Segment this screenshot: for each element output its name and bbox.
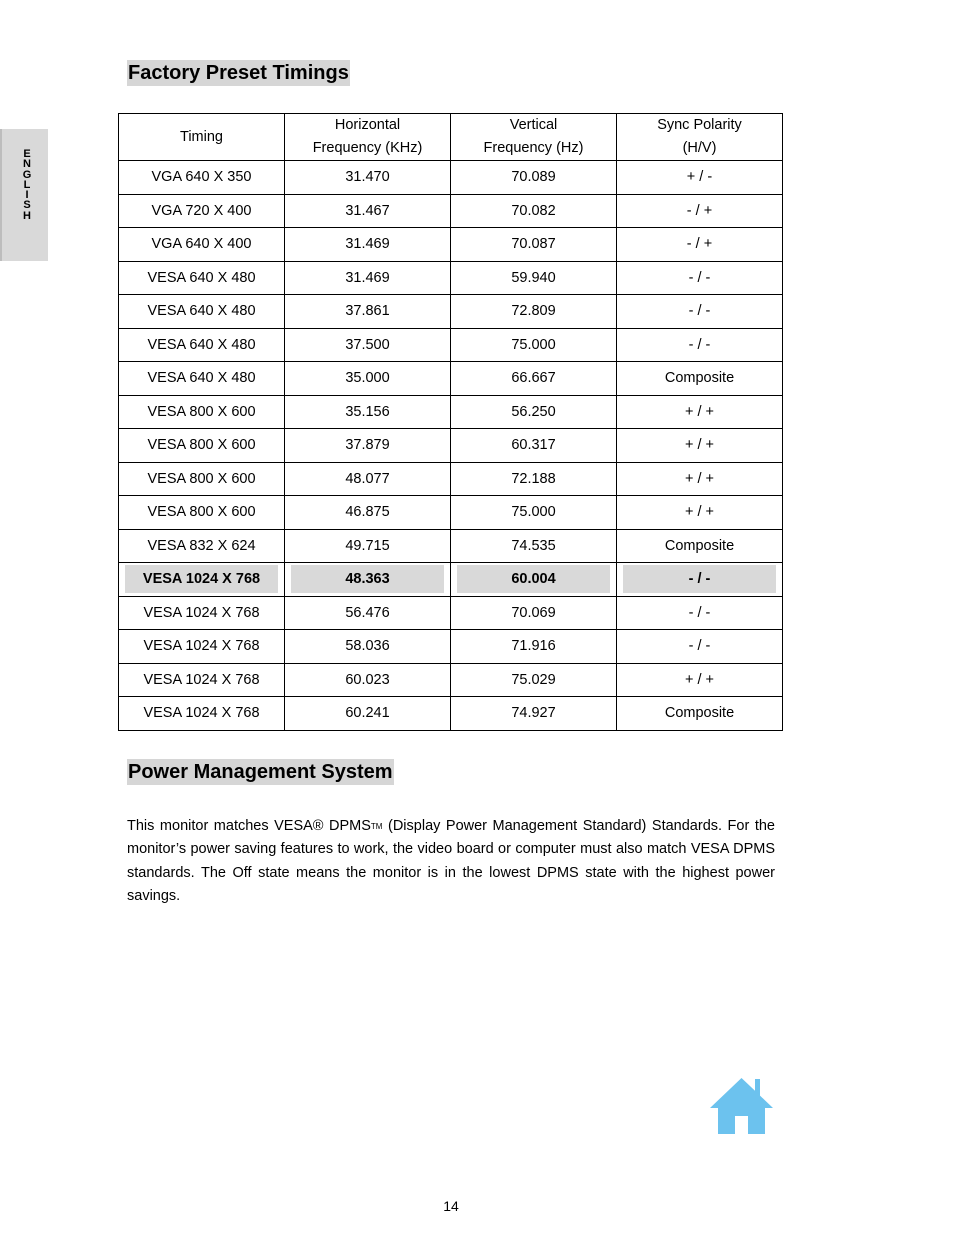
vertical-frequency-cell [451, 362, 617, 396]
cell-text: 48.363 [291, 565, 444, 593]
table-row [119, 429, 783, 463]
side-tab-letter: G [22, 168, 32, 181]
cell-text: + / + [684, 470, 715, 487]
table-row [119, 161, 783, 195]
cell-text: VESA 800 X 600 [147, 403, 256, 420]
horizontal-frequency-cell [285, 261, 451, 295]
header-sync-polarity: Sync Polarity (H/V) [617, 114, 783, 161]
cell-text: VESA 1024 X 768 [143, 638, 260, 655]
cell-text: 60.317 [511, 437, 556, 454]
sync-polarity-cell [617, 161, 783, 195]
timing-cell [119, 630, 285, 664]
cell-text: 60.241 [345, 705, 390, 722]
cell-text: 58.036 [345, 638, 390, 655]
table-row [119, 261, 783, 295]
cell-text: VGA 640 X 350 [151, 169, 252, 186]
timing-cell [119, 563, 285, 597]
cell-text: 31.469 [345, 269, 390, 286]
vertical-frequency-cell [451, 563, 617, 597]
side-tab-letter: N [23, 158, 31, 171]
cell-text: 59.940 [511, 269, 556, 286]
sync-polarity-cell [617, 697, 783, 731]
header-horizontal-frequency: Horizontal Frequency (KHz) [285, 114, 451, 161]
side-tab-letter: S [23, 199, 31, 212]
cell-text: VESA 640 X 480 [147, 370, 256, 387]
horizontal-frequency-cell [285, 161, 451, 195]
cell-text: + / + [684, 504, 715, 521]
horizontal-frequency-cell [285, 295, 451, 329]
timing-cell [119, 697, 285, 731]
table-row [119, 328, 783, 362]
cell-text: 31.467 [345, 202, 390, 219]
vertical-frequency-cell [451, 429, 617, 463]
table-row [119, 228, 783, 262]
cell-text: 74.535 [511, 537, 556, 554]
sync-polarity-cell [617, 630, 783, 664]
sync-polarity-cell [617, 529, 783, 563]
table-row [119, 362, 783, 396]
cell-text: 74.927 [511, 705, 556, 722]
cell-text: 31.470 [345, 169, 390, 186]
side-tab-letter: E [23, 148, 31, 160]
table-row [119, 462, 783, 496]
cell-text: 70.089 [511, 169, 556, 186]
timing-cell [119, 295, 285, 329]
sync-polarity-cell [617, 194, 783, 228]
table-row [119, 194, 783, 228]
table-row [119, 563, 783, 597]
cell-text: 56.476 [345, 604, 390, 621]
cell-text: VESA 1024 X 768 [143, 671, 260, 688]
cell-text: 60.004 [457, 565, 610, 593]
cell-text: VGA 640 X 400 [151, 236, 252, 253]
sync-polarity-cell [617, 362, 783, 396]
vertical-frequency-cell [451, 529, 617, 563]
vertical-frequency-cell [451, 630, 617, 664]
side-tab-letter: H [23, 209, 31, 222]
home-icon[interactable] [708, 1076, 775, 1136]
vertical-frequency-cell [451, 697, 617, 731]
cell-text: VESA 800 X 600 [147, 504, 256, 521]
cell-text: 48.077 [345, 470, 390, 487]
cell-text: 35.156 [345, 403, 390, 420]
cell-text: + / + [684, 437, 715, 454]
sync-polarity-cell [617, 261, 783, 295]
timing-cell [119, 462, 285, 496]
cell-text: + / - [686, 169, 713, 186]
horizontal-frequency-cell [285, 630, 451, 664]
header-timing: Timing [119, 114, 285, 161]
horizontal-frequency-cell [285, 563, 451, 597]
sync-polarity-cell [617, 496, 783, 530]
timing-cell [119, 663, 285, 697]
cell-text: - / - [688, 604, 711, 621]
cell-text: - / - [688, 303, 711, 320]
timing-cell [119, 362, 285, 396]
cell-text: 72.809 [511, 303, 556, 320]
horizontal-frequency-cell [285, 663, 451, 697]
cell-text: 49.715 [345, 537, 390, 554]
timing-cell [119, 328, 285, 362]
sync-polarity-cell [617, 429, 783, 463]
timing-cell [119, 496, 285, 530]
vertical-frequency-cell [451, 228, 617, 262]
table-row [119, 496, 783, 530]
cell-text: Composite [664, 705, 735, 722]
cell-text: - / - [623, 565, 776, 593]
cell-text: + / + [684, 671, 715, 688]
cell-text: - / - [688, 638, 711, 655]
timing-cell [119, 596, 285, 630]
cell-text: VESA 1024 X 768 [125, 565, 278, 593]
language-side-tab-label [0, 149, 54, 221]
sync-polarity-cell [617, 663, 783, 697]
horizontal-frequency-cell [285, 362, 451, 396]
power-management-paragraph: This monitor matches VESA® DPMSTM (Display Power Management Standard) Standards. For the monitor’s power saving features to work, the video board or computer must also match VESA DPMS standards. The Off state means the monitor is in the lowest DPMS state with the highest power savings. [127, 818, 775, 904]
cell-text: VESA 1024 X 768 [143, 604, 260, 621]
cell-text: VESA 640 X 480 [147, 269, 256, 286]
cell-text: 37.500 [345, 336, 390, 353]
header-vertical-frequency: Vertical Frequency (Hz) [451, 114, 617, 161]
horizontal-frequency-cell [285, 697, 451, 731]
cell-text: 37.861 [345, 303, 390, 320]
horizontal-frequency-cell [285, 596, 451, 630]
cell-text: 37.879 [345, 437, 390, 454]
table-row [119, 697, 783, 731]
timing-cell [119, 429, 285, 463]
vertical-frequency-cell [451, 161, 617, 195]
table-header-row [119, 114, 783, 161]
cell-text: 70.082 [511, 202, 556, 219]
timing-cell [119, 529, 285, 563]
cell-text: - / + [686, 202, 713, 219]
table-row [119, 596, 783, 630]
cell-text: VGA 720 X 400 [151, 202, 252, 219]
cell-text: 75.000 [511, 336, 556, 353]
cell-text: + / + [684, 403, 715, 420]
horizontal-frequency-cell [285, 529, 451, 563]
table-row [119, 663, 783, 697]
side-tab-letter: I [25, 189, 29, 202]
sync-polarity-cell [617, 328, 783, 362]
horizontal-frequency-cell [285, 462, 451, 496]
cell-text: VESA 800 X 600 [147, 437, 256, 454]
cell-text: 46.875 [345, 504, 390, 521]
cell-text: - / - [688, 269, 711, 286]
timings-table [118, 113, 783, 731]
cell-text: 35.000 [345, 370, 390, 387]
cell-text: - / + [686, 236, 713, 253]
vertical-frequency-cell [451, 663, 617, 697]
timing-cell [119, 194, 285, 228]
sync-polarity-cell [617, 563, 783, 597]
cell-text: 70.069 [511, 604, 556, 621]
vertical-frequency-cell [451, 462, 617, 496]
sync-polarity-cell [617, 295, 783, 329]
cell-text: 75.000 [511, 504, 556, 521]
timing-cell [119, 161, 285, 195]
side-tab-letter: L [23, 178, 31, 191]
table-row [119, 395, 783, 429]
section-title-power-management: Power Management System [128, 761, 393, 783]
vertical-frequency-cell [451, 496, 617, 530]
trademark-superscript: TM [370, 822, 383, 831]
vertical-frequency-cell [451, 328, 617, 362]
table-row [119, 630, 783, 664]
sync-polarity-cell [617, 596, 783, 630]
sync-polarity-cell [617, 228, 783, 262]
vertical-frequency-cell [451, 261, 617, 295]
vertical-frequency-cell [451, 194, 617, 228]
cell-text: Composite [664, 370, 735, 387]
cell-text: 75.029 [511, 671, 556, 688]
horizontal-frequency-cell [285, 328, 451, 362]
page-number: 14 [443, 1198, 459, 1214]
horizontal-frequency-cell [285, 429, 451, 463]
table-row [119, 529, 783, 563]
cell-text: 66.667 [511, 370, 556, 387]
cell-text: 72.188 [511, 470, 556, 487]
cell-text: VESA 640 X 480 [147, 336, 256, 353]
horizontal-frequency-cell [285, 194, 451, 228]
cell-text: 31.469 [345, 236, 390, 253]
vertical-frequency-cell [451, 295, 617, 329]
horizontal-frequency-cell [285, 496, 451, 530]
vertical-frequency-cell [451, 395, 617, 429]
sync-polarity-cell [617, 462, 783, 496]
timing-cell [119, 261, 285, 295]
cell-text: VESA 640 X 480 [147, 303, 256, 320]
vertical-frequency-cell [451, 596, 617, 630]
cell-text: Composite [664, 537, 735, 554]
cell-text: VESA 832 X 624 [147, 537, 256, 554]
section-title-factory-preset-timings: Factory Preset Timings [128, 62, 349, 84]
cell-text: VESA 1024 X 768 [143, 705, 260, 722]
table-row [119, 295, 783, 329]
cell-text: 71.916 [511, 638, 556, 655]
sync-polarity-cell [617, 395, 783, 429]
cell-text: - / - [688, 336, 711, 353]
cell-text: VESA 800 X 600 [147, 470, 256, 487]
cell-text: 60.023 [345, 671, 390, 688]
timing-cell [119, 395, 285, 429]
horizontal-frequency-cell [285, 228, 451, 262]
timing-cell [119, 228, 285, 262]
cell-text: 56.250 [511, 403, 556, 420]
horizontal-frequency-cell [285, 395, 451, 429]
cell-text: 70.087 [511, 236, 556, 253]
